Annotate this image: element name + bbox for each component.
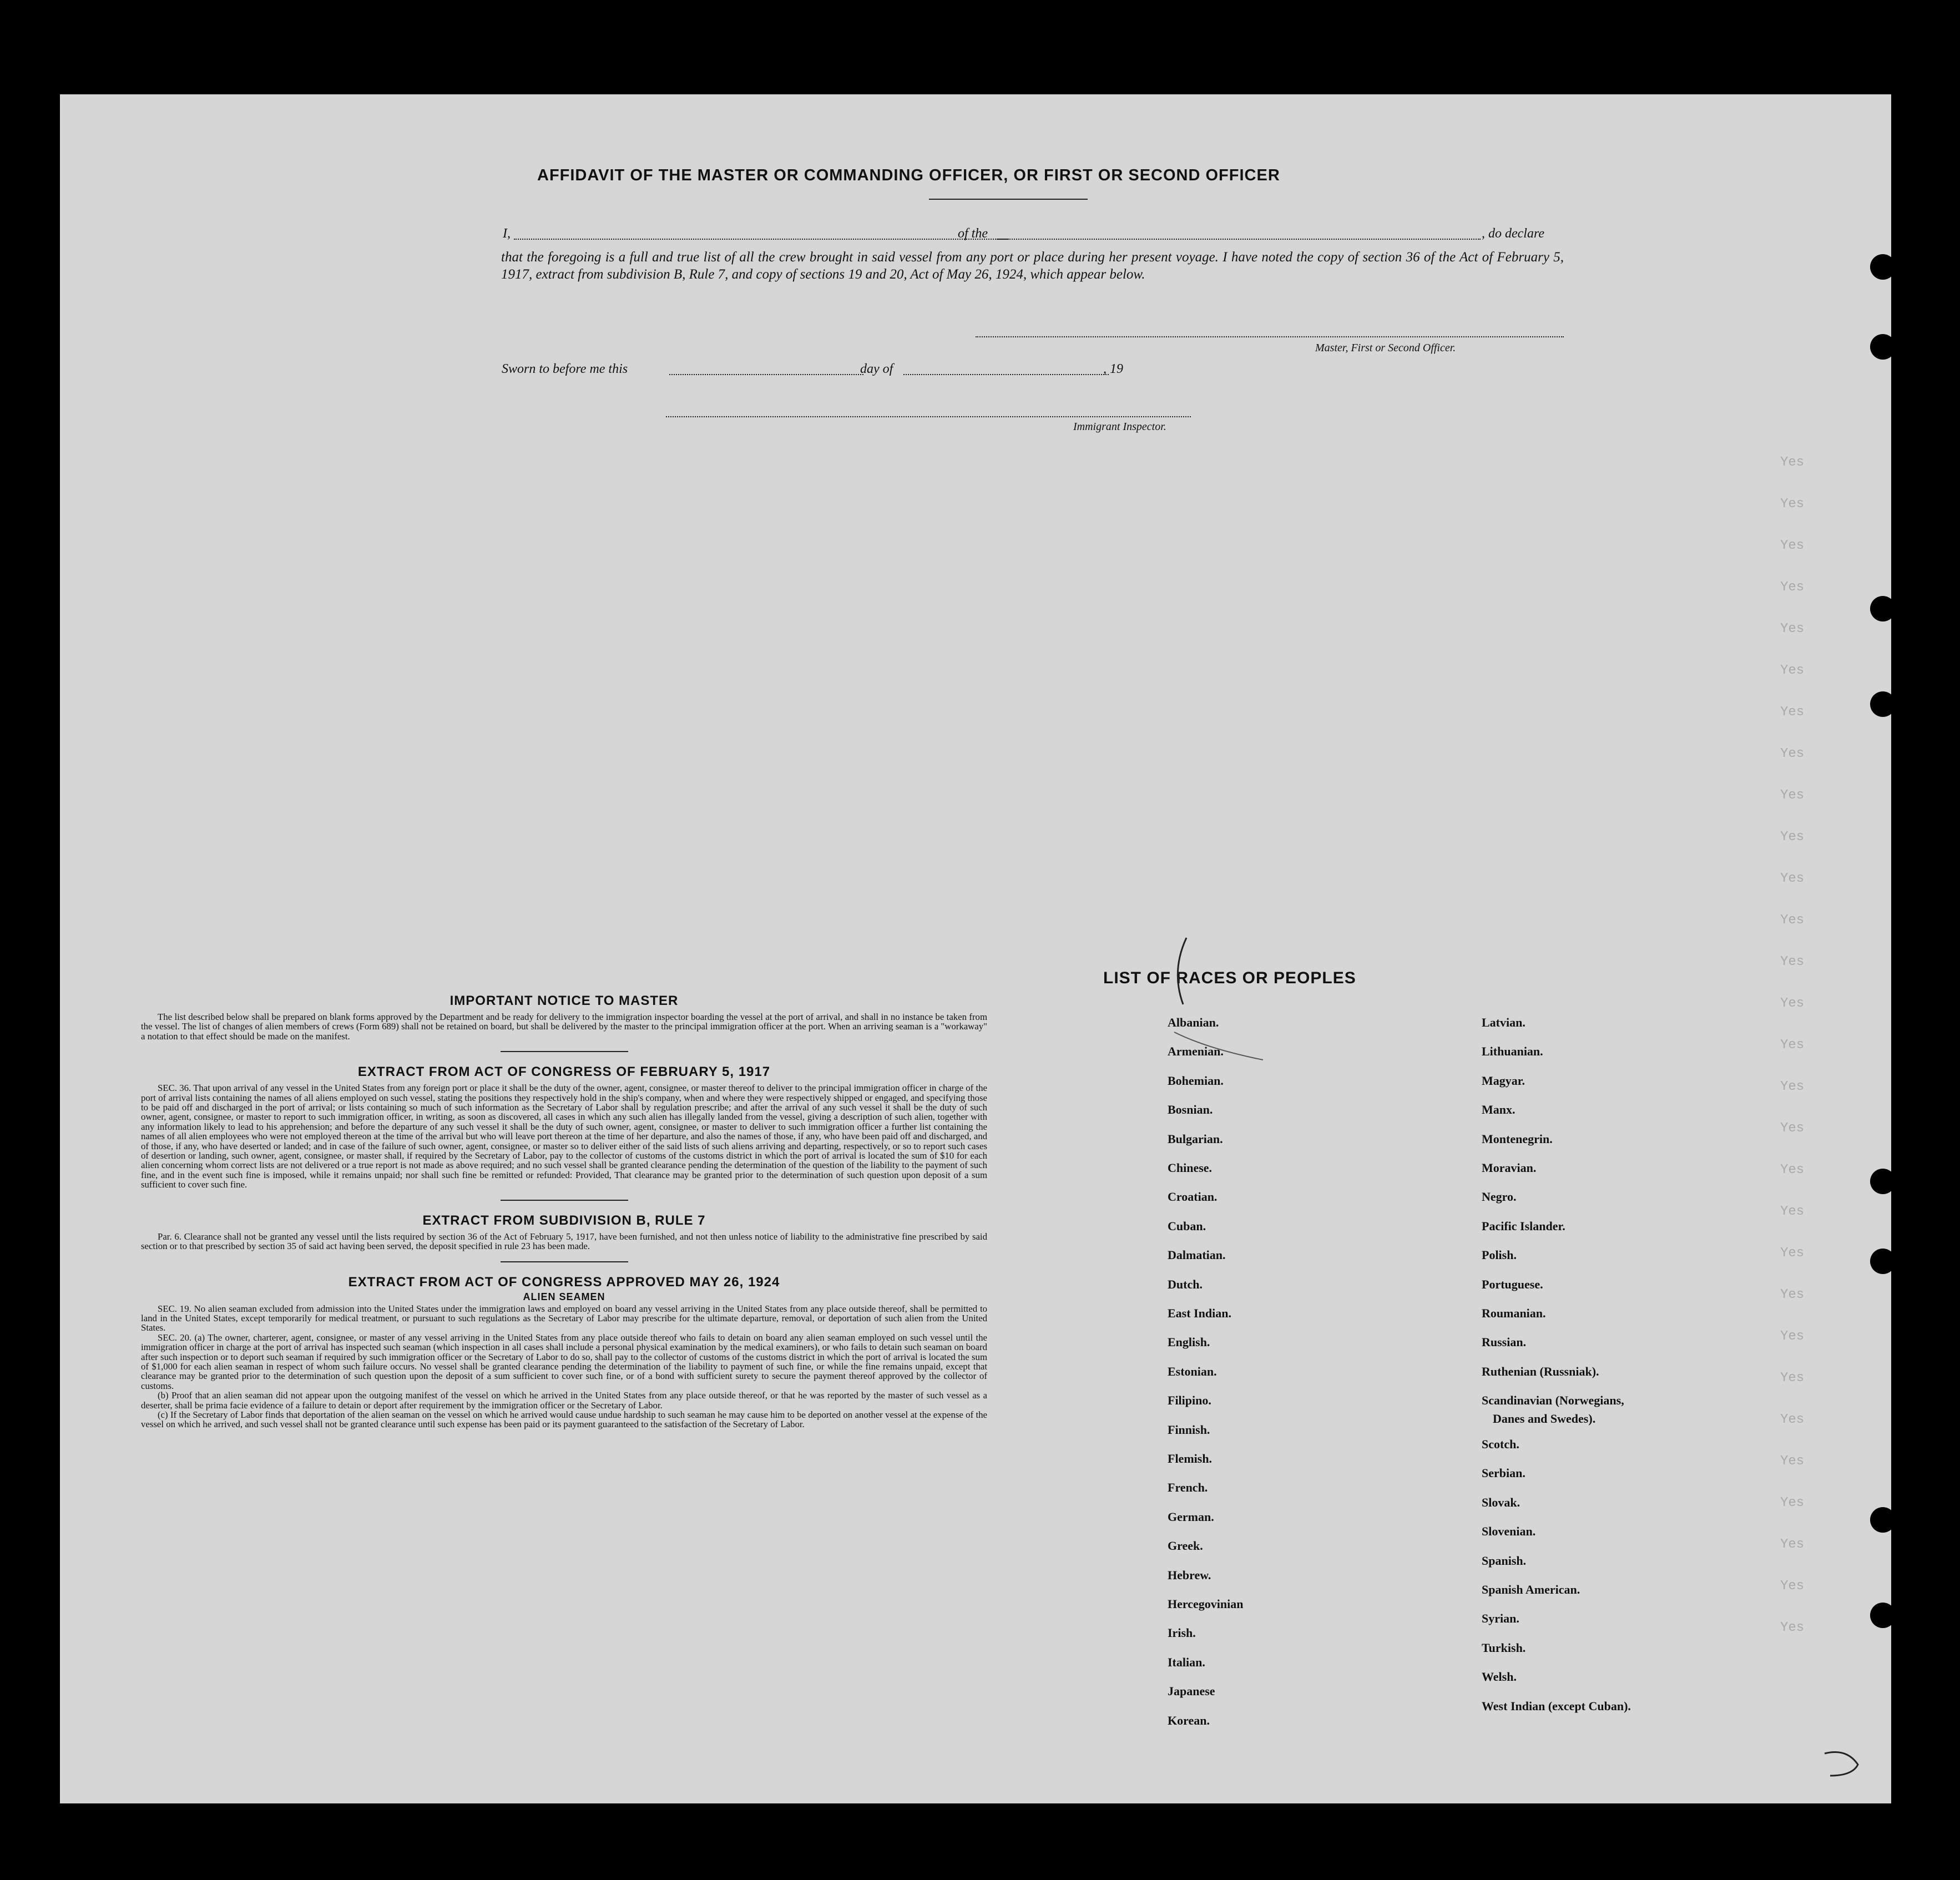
race-item: English.: [1168, 1335, 1210, 1350]
race-item: Scandinavian (Norwegians,: [1482, 1393, 1624, 1408]
race-item: Chinese.: [1168, 1161, 1213, 1175]
ghost-text: Yes: [1780, 538, 1805, 553]
inspector-signature-label: Immigrant Inspector.: [1073, 421, 1166, 433]
race-item: Croatian.: [1168, 1190, 1218, 1204]
race-item: German.: [1168, 1509, 1214, 1524]
ghost-text: Yes: [1780, 1163, 1805, 1177]
race-item: Spanish.: [1482, 1553, 1527, 1568]
race-item: Bulgarian.: [1168, 1131, 1223, 1146]
race-item: Japanese: [1168, 1684, 1215, 1699]
affidavit-of-the-label: of the: [958, 226, 988, 241]
extract3-subtitle: ALIEN SEAMEN: [523, 1291, 605, 1302]
ghost-text: Yes: [1780, 1579, 1805, 1594]
race-item: Dalmatian.: [1168, 1248, 1226, 1262]
race-item: West Indian (except Cuban).: [1482, 1699, 1631, 1713]
race-item: Hebrew.: [1168, 1568, 1211, 1582]
race-item: Turkish.: [1482, 1640, 1526, 1655]
race-item: Roumanian.: [1482, 1306, 1546, 1320]
race-item: Italian.: [1168, 1655, 1205, 1669]
extract2-title: EXTRACT FROM SUBDIVISION B, RULE 7: [422, 1212, 706, 1228]
race-item: Dutch.: [1168, 1277, 1203, 1291]
ghost-text: Yes: [1780, 1287, 1805, 1302]
extract2-text: Par. 6. Clearance shall not be granted any vessel until the lists required by section 36 of the Act of February 5, 1917, have been furnished, and not then unless notice of liability to the administrative fine prescribed by said section or to that prescribed by section 35 of said act having been served, the deposit specified in rule 23 has been made.: [141, 1231, 987, 1252]
race-item: Finnish.: [1168, 1422, 1210, 1437]
ghost-text: Yes: [1780, 663, 1805, 678]
race-item: Bohemian.: [1168, 1073, 1224, 1088]
pen-marks: [60, 94, 1891, 1803]
affidavit-declare-label: , do declare: [1482, 226, 1545, 241]
sec20c-text: (c) If the Secretary of Labor finds that deportation of the alien seaman on the vessel on which he arrived would cause undue hardship to such seaman he may cause him to be deported on another vessel at the expense of the vessel on which he arrived, and such vessel shall not be granted clearance until such expense has been paid or its payment guaranteed to the satisfaction of the Secretary of Labor.: [141, 1409, 987, 1430]
notice-text: The list described below shall be prepared on blank forms approved by the Department and be ready for delivery to the immigration inspector boarding the vessel at the port of arrival, and shall in no instance be taken from the vessel. The list of changes of alien members of crews (Form 689) shall not be retained on board, but shall be delivered by the master to the principal immigration officer at the port. When an arriving seaman is a "workaway" a notation to that effect should be made on the manifest.: [141, 1012, 987, 1042]
sec20b-text: (b) Proof that an alien seaman did not appear upon the outgoing manifest of the vessel on which he arrived in the United States from any place outside thereof, or that he was reported by the master of such vessel as a deserter, shall be prima facie evidence of a failure to detain or deport after requirement by the immigration officer or the Secretary of Labor.: [141, 1390, 987, 1411]
extract1-title: EXTRACT FROM ACT OF CONGRESS OF FEBRUARY 5, 1917: [357, 1064, 771, 1080]
ghost-text: Yes: [1780, 871, 1805, 886]
race-item: Polish.: [1482, 1248, 1517, 1262]
race-item: Ruthenian (Russniak).: [1482, 1364, 1599, 1378]
sworn-label: Sworn to before me this: [502, 362, 628, 376]
ghost-text: Yes: [1780, 1620, 1805, 1635]
race-item: Irish.: [1168, 1626, 1196, 1640]
race-item: Armenian.: [1168, 1044, 1224, 1059]
race-item: Lithuanian.: [1482, 1044, 1543, 1059]
race-item: Cuban.: [1168, 1219, 1206, 1233]
ghost-text: Yes: [1780, 705, 1805, 720]
race-item: French.: [1168, 1480, 1208, 1495]
ghost-text: Yes: [1780, 788, 1805, 803]
day-of-label: day of: [860, 362, 893, 376]
race-item: Scotch.: [1482, 1437, 1519, 1451]
race-item: Flemish.: [1168, 1452, 1213, 1465]
extract3-title: EXTRACT FROM ACT OF CONGRESS APPROVED MAY 26, 1924: [348, 1274, 780, 1290]
race-item: Welsh.: [1482, 1670, 1517, 1684]
race-item: Hercegovinian: [1168, 1597, 1244, 1611]
race-item: Manx.: [1482, 1103, 1516, 1117]
notice-title: IMPORTANT NOTICE TO MASTER: [449, 993, 679, 1008]
ghost-text: Yes: [1780, 1204, 1805, 1219]
officer-signature-label: Master, First or Second Officer.: [1315, 342, 1456, 354]
race-scandinavian-cont: Danes and Swedes).: [1493, 1412, 1596, 1426]
race-item: Russian.: [1482, 1335, 1527, 1350]
sec20a-text: SEC. 20. (a) The owner, charterer, agent, consignee, or master of any vessel arriving in the United States from any place outside thereof who fails to detain on board any alien seaman employed on such vessel until the immigration officer in charge at the port of arrival has inspected such seaman (which inspection in all cases shall include a personal physical examination by the medical examiners), or who fails to detain such seaman on board after such inspection or to deport such seaman if required by such immigration officer or the Secretary of Labor to do so, shall pay to the collector of customs of the customs district in which the port of arrival is located the sum of $1,000 for each alien seaman in respect of whom such failure occurs. No vessel shall be granted clearance pending the determination of the liability to payment of such fine, or while the fine remains unpaid, except that clearance may be granted prior to the determination of such question upon the deposit of a sum sufficient to cover such fine, or of a bond with sufficient surety to secure the payment thereof approved by the collector of customs.: [141, 1332, 987, 1391]
race-item: Magyar.: [1482, 1073, 1525, 1088]
ghost-text: Yes: [1780, 1371, 1805, 1386]
ghost-text: Yes: [1780, 996, 1805, 1011]
ghost-text: Yes: [1780, 1537, 1805, 1552]
affidavit-body: that the foregoing is a full and true list of all the crew brought in said vessel from any port or place during her present voyage. I have noted the copy of section 36 of the Act of February 5, 1917, extract from subdivision B, Rule 7, and copy of sections 19 and 20, Act of May 26, 1924, which appear below.: [501, 250, 1564, 282]
race-item: East Indian.: [1168, 1306, 1231, 1320]
ghost-text: Yes: [1780, 913, 1805, 928]
ghost-text: Yes: [1780, 954, 1805, 969]
sec19-text: SEC. 19. No alien seaman excluded from admission into the United States under the immigration laws and employed on board any vessel arriving in the United States from any place outside thereof, shall be permitted to land in the United States, except temporarily for medical treatment, or pursuant to such regulations as the Secretary of Labor may prescribe for the ultimate departure, removal, or deportation of such alien from the United States.: [141, 1303, 987, 1333]
race-item: Portuguese.: [1482, 1277, 1543, 1291]
ghost-text: Yes: [1780, 1412, 1805, 1427]
affidavit-title: AFFIDAVIT OF THE MASTER OR COMMANDING OFFICER, OR FIRST OR SECOND OFFICER: [537, 166, 1280, 184]
races-title: LIST OF RACES OR PEOPLES: [1103, 969, 1356, 987]
race-item: Filipino.: [1168, 1393, 1211, 1408]
year-label: , 19: [1103, 362, 1123, 376]
race-item: Serbian.: [1482, 1466, 1525, 1480]
race-item: Albanian.: [1168, 1015, 1219, 1029]
ghost-text: Yes: [1780, 1246, 1805, 1261]
race-item: Montenegrin.: [1482, 1131, 1553, 1146]
race-item: Bosnian.: [1168, 1103, 1213, 1117]
race-item: Slovenian.: [1482, 1524, 1536, 1539]
race-item: Latvian.: [1482, 1015, 1525, 1029]
document-sheet: [60, 94, 1891, 1803]
ghost-text: Yes: [1780, 621, 1805, 636]
ghost-text: Yes: [1780, 1121, 1805, 1136]
ghost-text: Yes: [1780, 1329, 1805, 1344]
race-item: Korean.: [1168, 1713, 1210, 1727]
ghost-text: Yes: [1780, 1495, 1805, 1510]
ghost-text: Yes: [1780, 580, 1805, 595]
ghost-text: Yes: [1780, 455, 1805, 470]
ghost-text: Yes: [1780, 1454, 1805, 1469]
ghost-text: Yes: [1780, 746, 1805, 761]
race-item: Greek.: [1168, 1539, 1203, 1553]
ghost-text: Yes: [1780, 1079, 1805, 1094]
race-item: Syrian.: [1482, 1611, 1519, 1626]
race-item: Spanish American.: [1482, 1583, 1580, 1596]
race-item: Slovak.: [1482, 1495, 1520, 1509]
race-item: Estonian.: [1168, 1364, 1217, 1378]
ghost-text: Yes: [1780, 1038, 1805, 1053]
race-item: Pacific Islander.: [1482, 1219, 1565, 1233]
ghost-text: Yes: [1780, 497, 1805, 512]
extract1-text: SEC. 36. That upon arrival of any vessel in the United States from any foreign port or place it shall be the duty of the owner, agent, consignee, or master thereof to deliver to the principal immigration officer in charge of the port of arrival lists containing the names of all aliens employed on such vessel, stating the positions they respectively hold in the ship's company, when and where they were respectively shipped or engaged, and specifying those to be paid off and discharged in the port of arrival; or lists containing so much of such information as the Secretary of Labor shall by regulation prescribe; and after the arrival of any such vessel it shall be the duty of such owner, agent, consignee, or master to report to such immigration officer, in writing, as soon as discovered, all cases in which any such alien has illegally landed from the vessel, giving a description of such alien, together with any information likely to lead to his apprehension; and before the departure of any such vessel it shall be the duty of such owner, agent, consignee, or master to deliver to such immigration officer a further list containing the names of all alien employees who were not employed thereon at the time of the arrival but who will leave port thereon at the time of her departure, and also the names of those, if any, who have been paid off and discharged, and of those, if any, who have deserted or landed; and in case of the failure of such owner, agent, consignee, or master so to deliver either of the said lists of such aliens arriving and departing, respectively, or so to report such cases of desertion or landing, such owner, agent, consignee, or master shall, if required by the Secretary of Labor, pay to the collector of customs of the customs district in which the port of arrival is located the sum of $10 for each alien concerning whom correct lists are not delivered or a true report is not made as above required; and no such vessel shall be granted clearance pending the determination of the question of the liability to the payment of such fine, and in the event such fine is imposed, while it remains unpaid; nor shall such fine be remitted or refunded: Provided, That clearance may be granted prior to the determination of such question upon deposit of a sum sufficient to cover such fine.: [141, 1083, 987, 1190]
race-item: Negro.: [1482, 1190, 1517, 1204]
race-item: Moravian.: [1482, 1161, 1537, 1175]
affidavit-i-label: I,: [503, 226, 511, 241]
ghost-text: Yes: [1780, 830, 1805, 845]
